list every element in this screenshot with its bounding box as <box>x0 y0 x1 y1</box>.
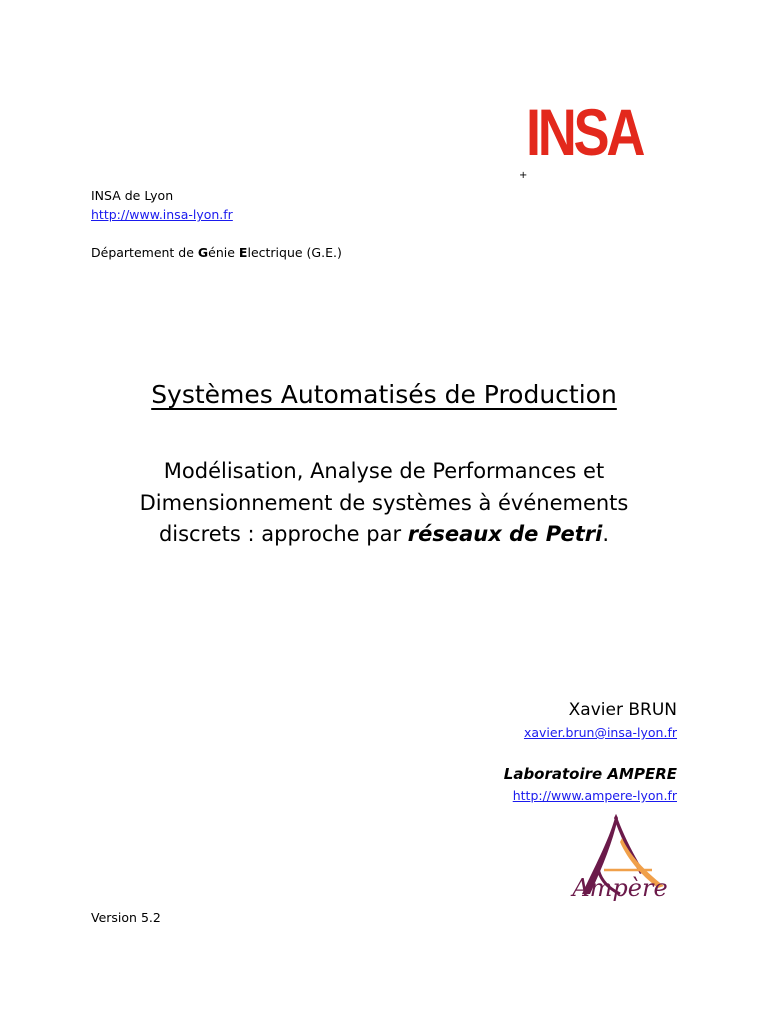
institution-name: INSA de Lyon <box>91 188 174 203</box>
subtitle-emphasis: réseaux de Petri <box>407 522 603 546</box>
department-text-2: énie <box>208 245 239 260</box>
subtitle-line-3-suffix: . <box>602 522 610 546</box>
ampere-logo-text: Ampère <box>572 874 668 902</box>
author-email-link[interactable]: xavier.brun@insa-lyon.fr <box>523 725 677 740</box>
ampere-logo-graphic <box>560 808 680 912</box>
subtitle-line-2: Dimensionnement de systèmes à événements <box>139 490 629 515</box>
ampere-logo <box>560 808 680 912</box>
department-line <box>91 245 342 261</box>
subtitle-line-1: Modélisation, Analyse de Performances et <box>163 459 605 483</box>
plus-mark: + <box>519 170 528 181</box>
department-g-initial: G <box>197 245 209 260</box>
subtitle-line-3 <box>60 519 708 551</box>
insa-logo <box>526 100 678 164</box>
institution-link[interactable]: http://www.insa-lyon.fr <box>91 207 233 222</box>
version-label: Version 5.2 <box>91 910 161 925</box>
document-subtitle <box>60 456 708 551</box>
department-e-initial: E <box>238 245 248 260</box>
insa-logo-text: INSA <box>526 100 643 164</box>
lab-name: Laboratoire AMPERE <box>503 765 677 783</box>
author-name: Xavier BRUN <box>568 700 677 720</box>
lab-link[interactable]: http://www.ampere-lyon.fr <box>512 788 677 803</box>
subtitle-line-3-prefix: discrets : approche par <box>158 522 408 546</box>
department-text-1: Département de <box>91 245 198 260</box>
document-title-text: Systèmes Automatisés de Production <box>151 380 617 409</box>
department-text-3: lectrique (G.E.) <box>247 245 342 260</box>
document-title <box>0 378 768 412</box>
